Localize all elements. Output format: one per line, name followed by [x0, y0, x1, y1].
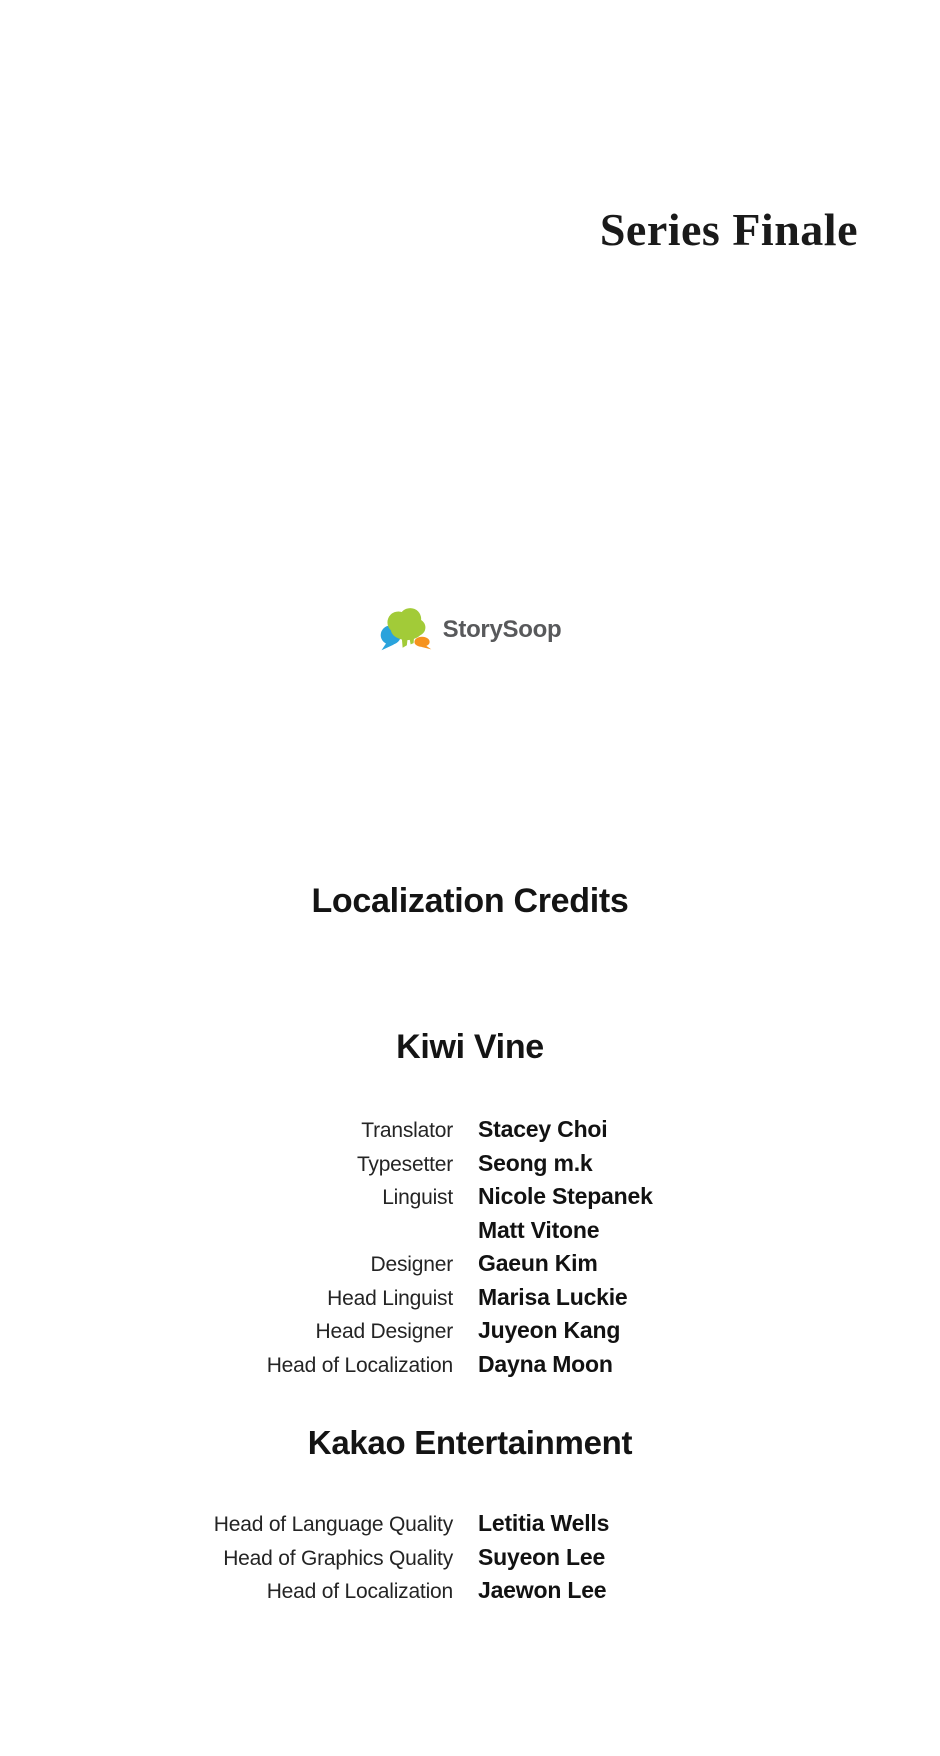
kakao-credits-list — [0, 1507, 940, 1608]
credit-name: Juyeon Kang — [478, 1317, 621, 1343]
credit-row — [0, 1348, 940, 1382]
credit-role: Head of Graphics Quality — [223, 1546, 453, 1570]
credit-role: Head of Localization — [266, 1353, 453, 1377]
storysoop-logo — [0, 606, 940, 654]
credit-name: Matt Vitone — [478, 1216, 600, 1243]
credit-name: Gaeun Kim — [478, 1250, 598, 1276]
kiwi-vine-heading: Kiwi Vine — [396, 1028, 544, 1066]
credit-name: Seong m.k — [478, 1149, 593, 1176]
credit-row — [0, 1574, 940, 1608]
credit-row — [0, 1314, 940, 1348]
series-finale-title: Series Finale — [599, 204, 858, 255]
credit-row — [0, 1541, 940, 1575]
credit-name: Jaewon Lee — [478, 1577, 607, 1603]
kiwi-vine-credits-list — [0, 1113, 940, 1381]
credit-role: Linguist — [382, 1186, 453, 1209]
credit-name: Stacey Choi — [478, 1116, 608, 1142]
credit-row — [0, 1247, 940, 1281]
credit-role: Head of Localization — [266, 1580, 453, 1603]
credit-name: Letitia Wells — [478, 1510, 610, 1536]
credit-role: Head of Language Quality — [213, 1513, 453, 1536]
credit-role: Head Linguist — [327, 1286, 453, 1310]
credit-row — [0, 1281, 940, 1315]
storysoop-logo-text: StorySoop — [442, 616, 562, 643]
localization-credits-heading: Localization Credits — [311, 882, 629, 920]
credit-role: Translator — [361, 1119, 453, 1142]
credit-role: Typesetter — [356, 1152, 453, 1176]
speech-bubbles-icon — [379, 607, 433, 653]
credit-name: Dayna Moon — [478, 1350, 613, 1377]
credit-name: Suyeon Lee — [478, 1543, 606, 1570]
credit-name: Nicole Stepanek — [478, 1183, 653, 1209]
credit-row — [0, 1507, 940, 1541]
credit-name: Marisa Luckie — [478, 1283, 628, 1310]
credit-role: Designer — [370, 1253, 453, 1276]
credit-role: Head Designer — [315, 1320, 453, 1343]
kakao-entertainment-heading: Kakao Entertainment — [307, 1424, 633, 1461]
credit-row — [0, 1214, 940, 1248]
credit-row — [0, 1147, 940, 1181]
credit-row — [0, 1113, 940, 1147]
credit-row — [0, 1180, 940, 1214]
